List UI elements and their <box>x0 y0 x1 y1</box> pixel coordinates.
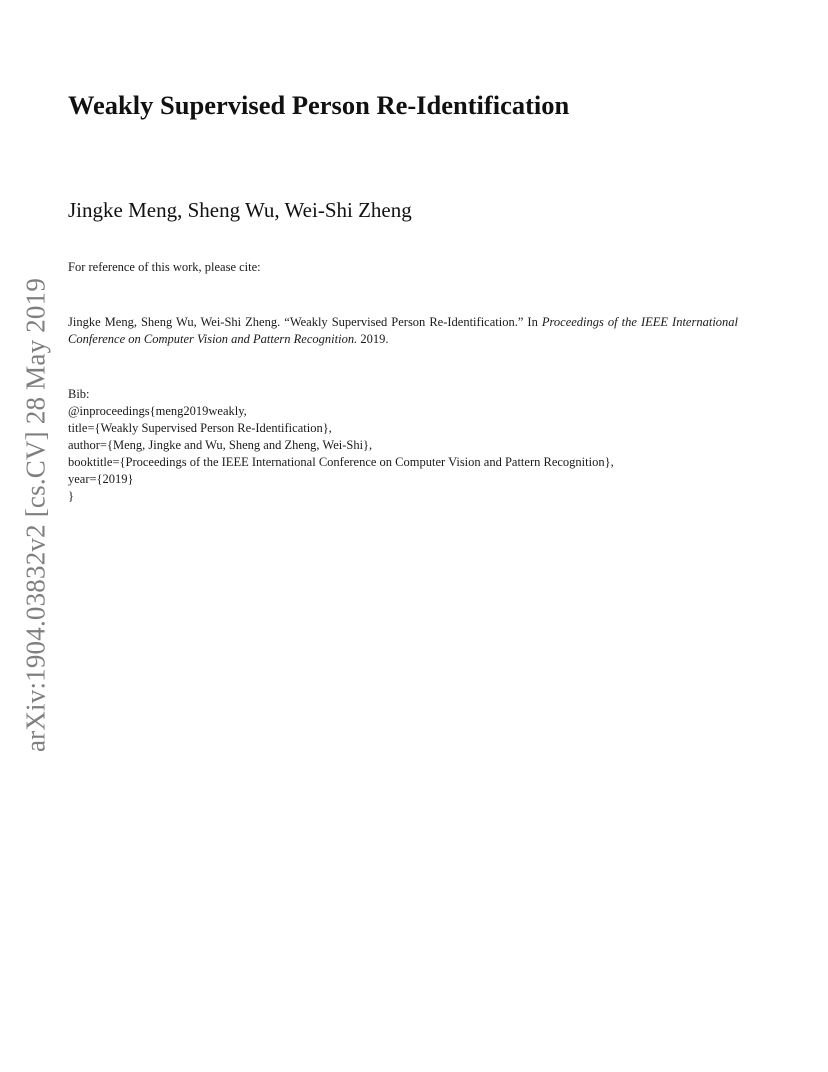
citation-title: “Weakly Supervised Person Re-Identification.” <box>284 315 524 329</box>
citation-reference <box>68 314 738 348</box>
bib-line: author={Meng, Jingke and Wu, Sheng and Zheng, Wei-Shi}, <box>68 438 373 452</box>
citation-authors: Jingke Meng, Sheng Wu, Wei-Shi Zheng. <box>68 315 281 329</box>
citation-in: In <box>527 315 538 329</box>
bibtex-block <box>68 386 614 505</box>
bib-line: booktitle={Proceedings of the IEEE International Conference on Computer Vision and Pattern Recognition}, <box>68 455 614 469</box>
bib-line: title={Weakly Supervised Person Re-Identification}, <box>68 421 332 435</box>
arxiv-identifier-stamp: arXiv:1904.03832v2 [cs.CV] 28 May 2019 <box>20 277 51 753</box>
bib-label: Bib: <box>68 387 90 401</box>
paper-authors: Jingke Meng, Sheng Wu, Wei-Shi Zheng <box>68 198 412 222</box>
bib-line: } <box>68 489 74 503</box>
paper-title: Weakly Supervised Person Re-Identification <box>68 90 570 120</box>
citation-venue: Proceedings of the IEEE International Conference on Computer Vision and Pattern Recognition. <box>68 315 739 346</box>
cite-note: For reference of this work, please cite: <box>68 260 261 274</box>
bib-line: @inproceedings{meng2019weakly, <box>68 404 247 418</box>
bib-line: year={2019} <box>68 472 134 486</box>
citation-year: 2019. <box>360 332 389 346</box>
